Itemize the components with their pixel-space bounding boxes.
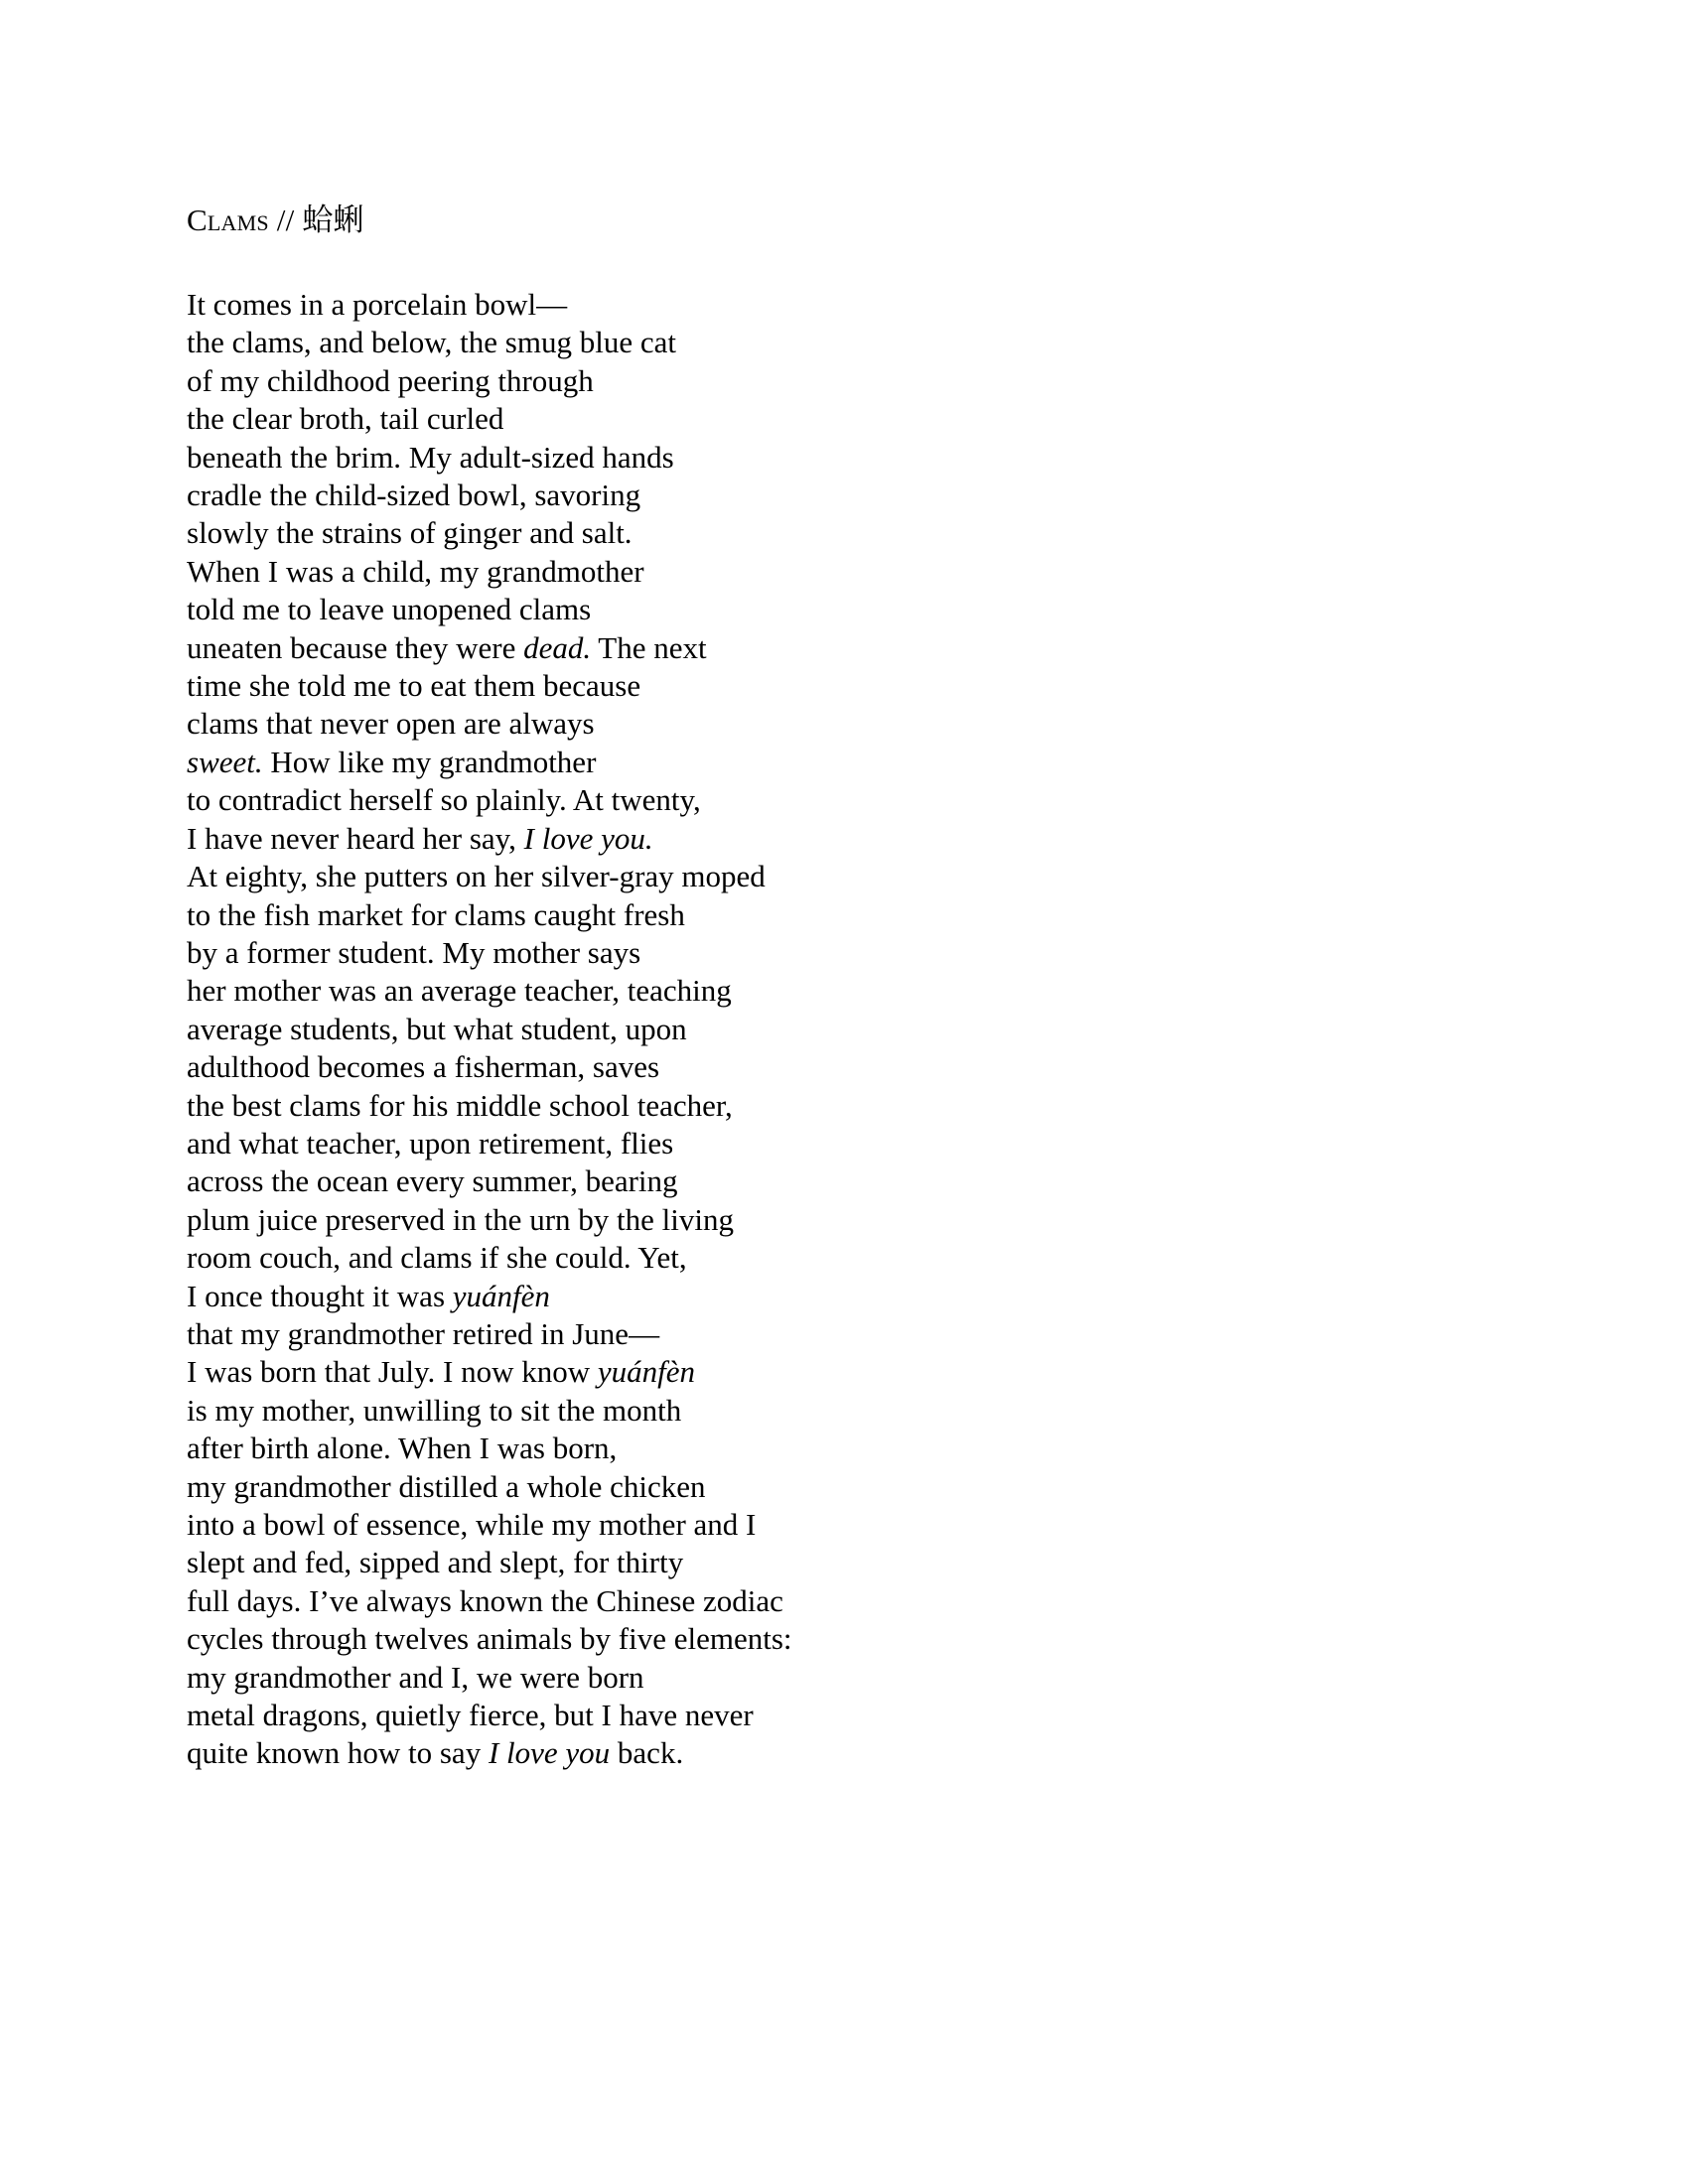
poem-segment-italic: yuánfèn xyxy=(597,1354,695,1390)
poem-segment: after birth alone. When I was born, xyxy=(187,1431,618,1466)
poem-segment-italic: yuánfèn xyxy=(452,1278,550,1313)
poem-line xyxy=(187,1659,1279,1697)
poem-segment: cycles through twelves animals by five elements: xyxy=(187,1621,792,1657)
poem-segment: slept and fed, sipped and slept, for thirty xyxy=(187,1545,684,1580)
poem-segment-italic: I love you xyxy=(488,1735,611,1771)
poem-line xyxy=(187,1278,1279,1315)
poem-title-separator: // xyxy=(268,203,303,237)
poem-line xyxy=(187,477,1279,514)
poem-line xyxy=(187,1734,1279,1772)
poem-segment: my grandmother distilled a whole chicken xyxy=(187,1468,706,1504)
poem-segment: uneaten because they were xyxy=(187,629,524,665)
poem-segment: When I was a child, my grandmother xyxy=(187,553,644,589)
poem-line xyxy=(187,744,1279,781)
poem-segment: How like my grandmother xyxy=(262,744,597,779)
poem-segment-italic: I love you. xyxy=(523,820,653,856)
poem-line xyxy=(187,896,1279,934)
poem-segment: into a bowl of essence, while my mother and I xyxy=(187,1507,757,1542)
poem-segment: I was born that July. I now know xyxy=(187,1354,598,1390)
poem-line xyxy=(187,362,1279,400)
poem-line xyxy=(187,1468,1279,1506)
poem-line xyxy=(187,514,1279,552)
poem-line xyxy=(187,1353,1279,1391)
poem-segment: the best clams for his middle school teacher, xyxy=(187,1087,733,1123)
poem-segment: I once thought it was xyxy=(187,1278,453,1313)
poem-line xyxy=(187,1506,1279,1544)
poem-line xyxy=(187,591,1279,628)
poem-line xyxy=(187,667,1279,705)
poem-segment: to the fish market for clams caught fresh xyxy=(187,896,685,932)
poem-line xyxy=(187,1125,1279,1162)
poem-line xyxy=(187,858,1279,895)
poem-line xyxy=(187,286,1279,324)
poem-line xyxy=(187,1011,1279,1048)
poem-line xyxy=(187,1582,1279,1620)
poem-segment: It comes in a porcelain bowl— xyxy=(187,287,568,322)
poem-line xyxy=(187,324,1279,361)
poem-segment: metal dragons, quietly fierce, but I have never xyxy=(187,1698,754,1733)
poem-line xyxy=(187,1544,1279,1581)
poem-segment: I have never heard her say, xyxy=(187,820,524,856)
poem-line xyxy=(187,820,1279,858)
poem-segment: quite known how to say xyxy=(187,1735,489,1771)
poem-segment: and what teacher, upon retirement, flies xyxy=(187,1125,674,1160)
poem-segment: adulthood becomes a fisherman, saves xyxy=(187,1049,660,1085)
poem-title-chinese: 蛤蜊 xyxy=(302,203,364,237)
poem-line xyxy=(187,1697,1279,1734)
poem-line xyxy=(187,400,1279,438)
poem-line xyxy=(187,1620,1279,1658)
poem-line xyxy=(187,1315,1279,1353)
poem-segment: across the ocean every summer, bearing xyxy=(187,1163,678,1199)
poem-line xyxy=(187,553,1279,591)
poem-line xyxy=(187,1430,1279,1467)
poem-segment: told me to leave unopened clams xyxy=(187,592,592,627)
poem-segment: of my childhood peering through xyxy=(187,362,594,398)
poem-segment: the clear broth, tail curled xyxy=(187,401,504,437)
poem-line xyxy=(187,781,1279,819)
poem-body xyxy=(187,286,1279,1773)
poem-line xyxy=(187,1162,1279,1200)
poem-line xyxy=(187,1392,1279,1430)
poem-segment: room couch, and clams if she could. Yet, xyxy=(187,1240,687,1276)
poem-title-english: Clams xyxy=(187,203,269,237)
poem-segment: cradle the child-sized bowl, savoring xyxy=(187,478,641,513)
poem-line xyxy=(187,1239,1279,1277)
poem-segment: her mother was an average teacher, teaching xyxy=(187,973,732,1009)
poem-segment: to contradict herself so plainly. At twenty, xyxy=(187,782,701,818)
poem-segment: is my mother, unwilling to sit the month xyxy=(187,1392,682,1428)
poem-segment: the clams, and below, the smug blue cat xyxy=(187,325,676,360)
poem-line xyxy=(187,1048,1279,1086)
poem-segment-italic: sweet. xyxy=(187,744,263,779)
poem-segment: clams that never open are always xyxy=(187,706,595,742)
poem-line xyxy=(187,629,1279,667)
poem-segment: plum juice preserved in the urn by the living xyxy=(187,1201,734,1237)
poem-segment: beneath the brim. My adult-sized hands xyxy=(187,439,674,475)
poem-segment: time she told me to eat them because xyxy=(187,668,641,704)
poem-line xyxy=(187,934,1279,972)
poem-segment: The next xyxy=(591,629,707,665)
poem-line xyxy=(187,1087,1279,1125)
poem-line xyxy=(187,439,1279,477)
poem-segment: back. xyxy=(610,1735,684,1771)
poem-line xyxy=(187,972,1279,1010)
poem-segment: slowly the strains of ginger and salt. xyxy=(187,515,633,551)
poem-content xyxy=(187,201,1279,1773)
poem-line xyxy=(187,1201,1279,1239)
poem-segment: my grandmother and I, we were born xyxy=(187,1659,644,1695)
poem-segment-italic: dead. xyxy=(523,629,592,665)
poem-segment: At eighty, she putters on her silver-gray moped xyxy=(187,859,766,894)
poem-segment: that my grandmother retired in June— xyxy=(187,1315,660,1351)
poem-title xyxy=(187,201,1279,240)
poem-line xyxy=(187,705,1279,743)
poem-segment: by a former student. My mother says xyxy=(187,934,641,970)
poem-segment: average students, but what student, upon xyxy=(187,1011,687,1046)
poem-segment: full days. I’ve always known the Chinese zodiac xyxy=(187,1582,783,1618)
